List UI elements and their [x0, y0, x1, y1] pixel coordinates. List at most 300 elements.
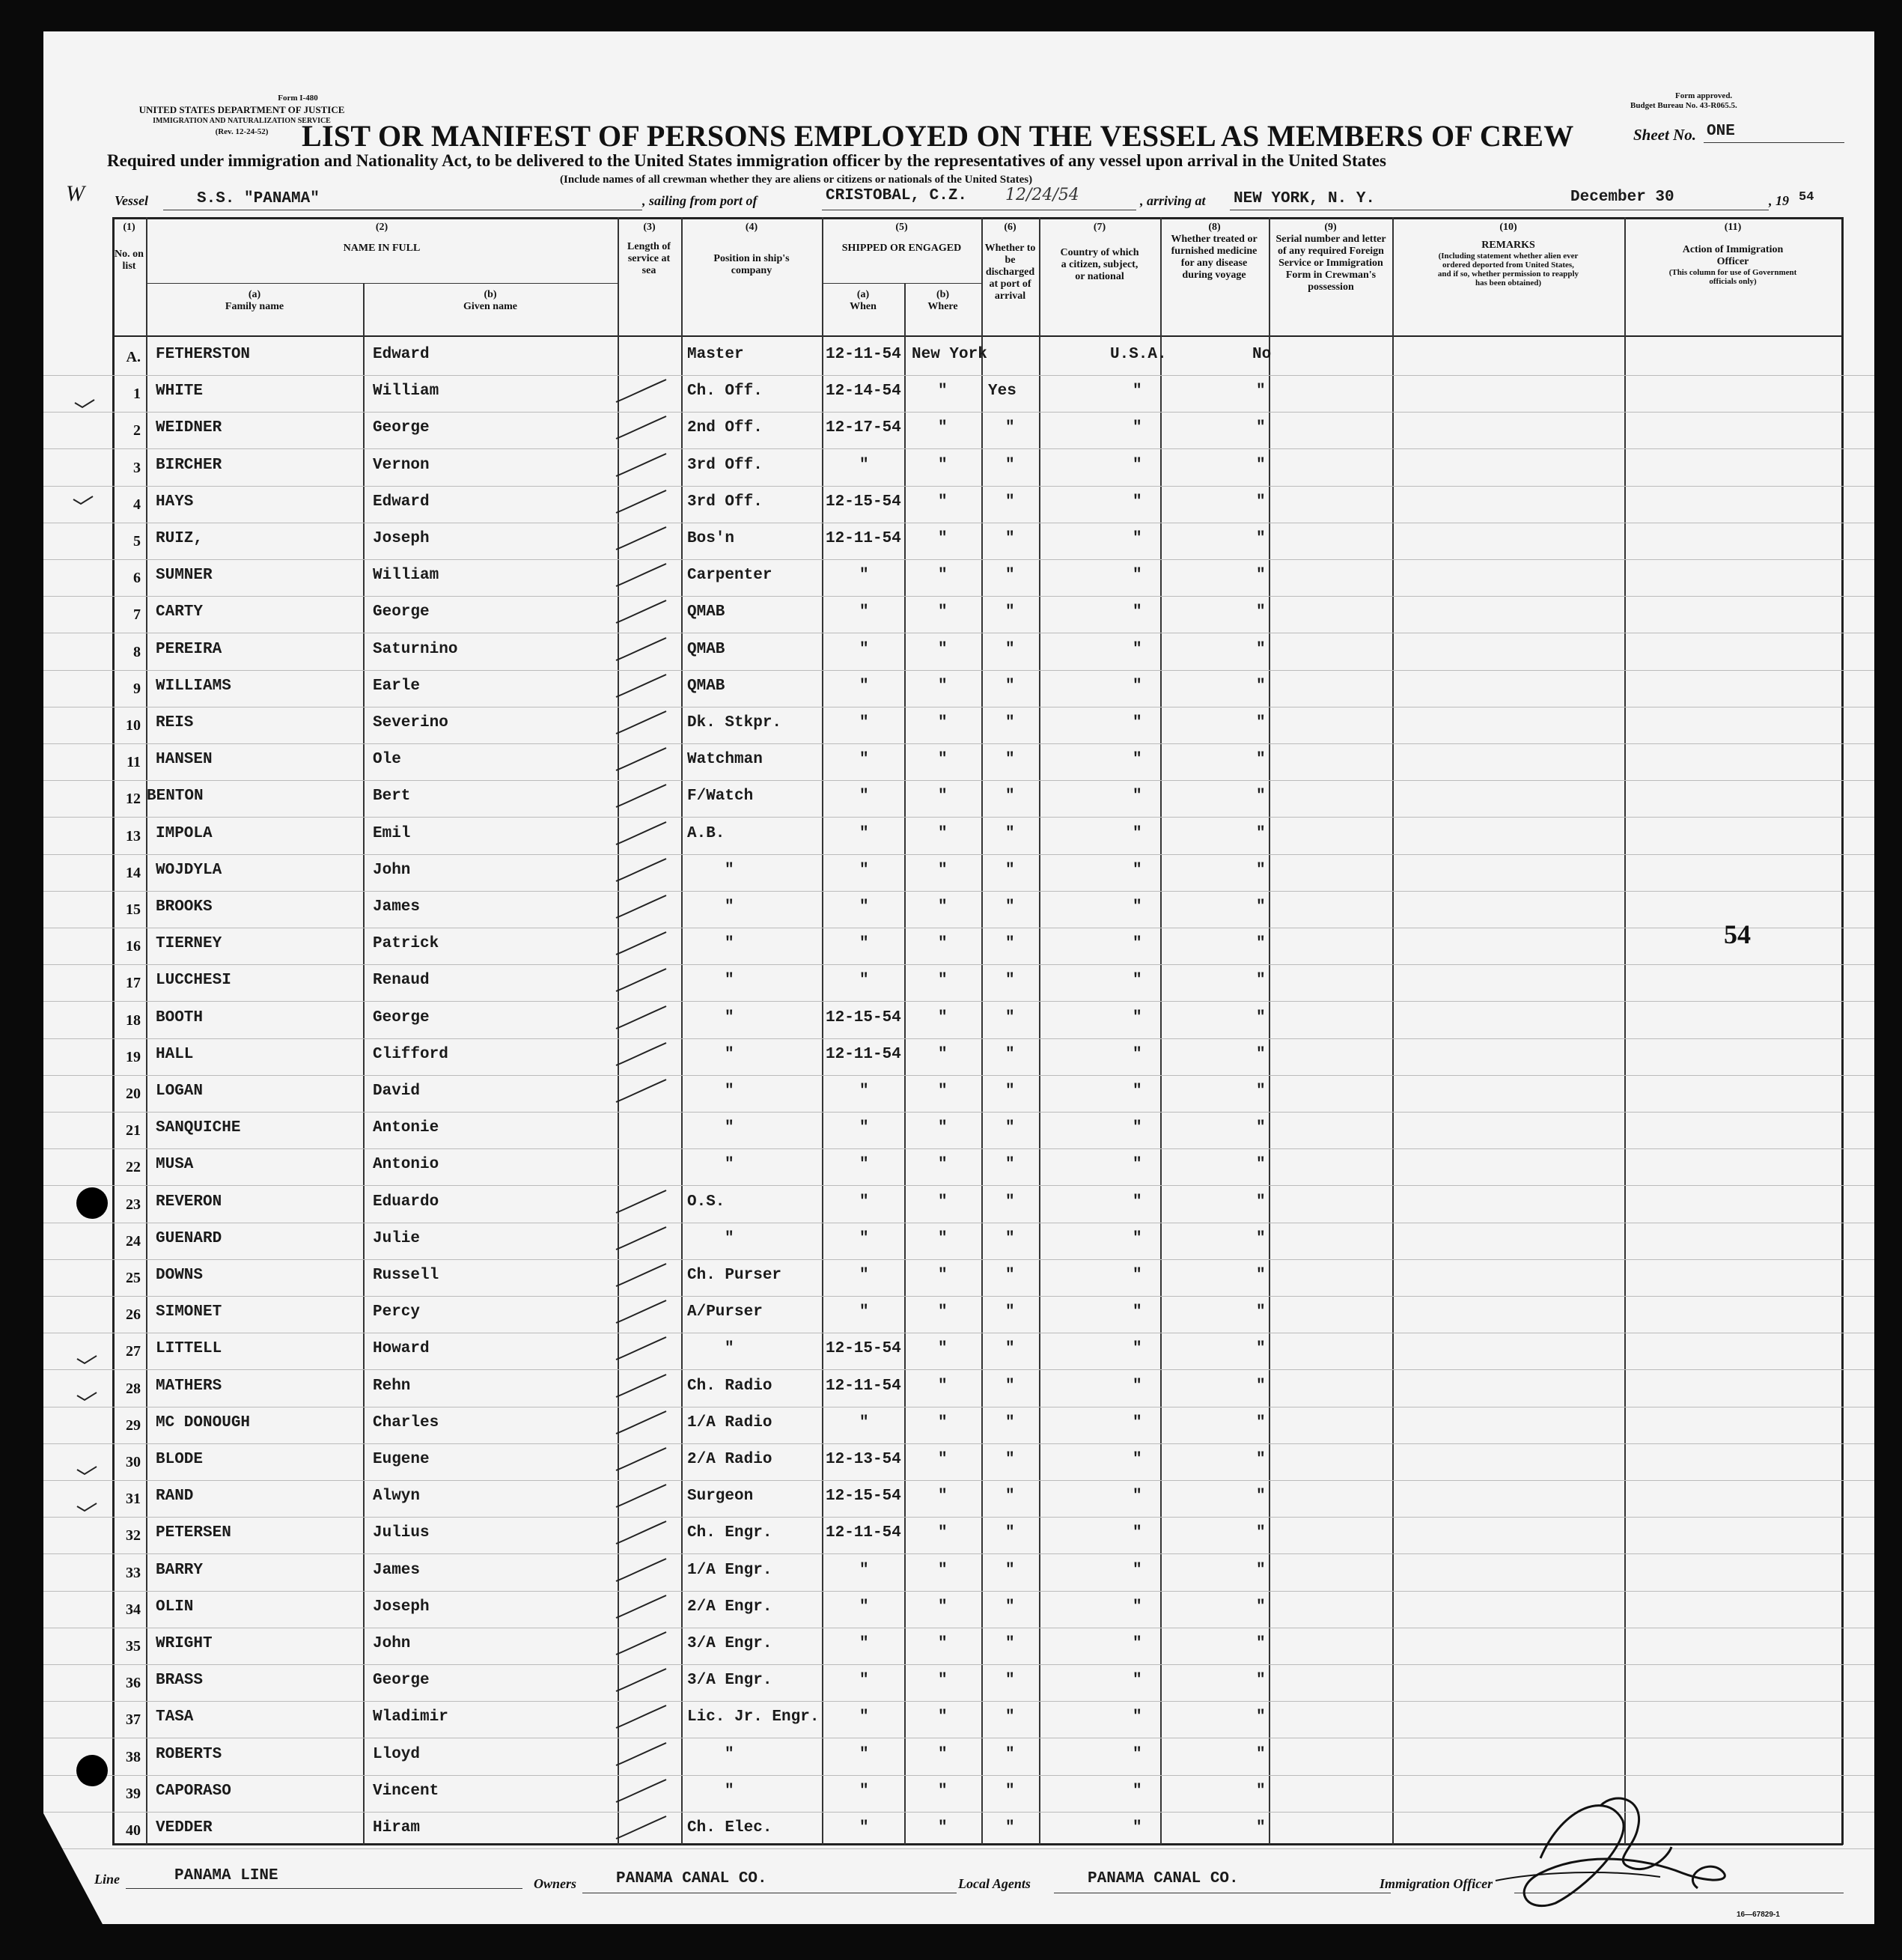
family-name-cell: ROBERTS — [156, 1746, 222, 1763]
discharge-cell: " — [1005, 1267, 1015, 1284]
shipped-where-cell: " — [938, 1451, 948, 1468]
checkmark — [616, 969, 666, 991]
shipped-where-cell: " — [938, 788, 948, 805]
given-name-cell: Lloyd — [373, 1746, 421, 1763]
family-name-cell: LUCCHESI — [156, 972, 231, 989]
country-cell: " — [1133, 1783, 1142, 1800]
shipped-when-cell: " — [859, 1598, 869, 1616]
shipped-when-cell: 12-13-54 — [826, 1451, 901, 1468]
family-name-cell: CARTY — [156, 603, 204, 621]
family-name-cell: WOJDYLA — [156, 862, 222, 879]
given-name-cell: Rehn — [373, 1378, 411, 1395]
discharge-cell: " — [1005, 1340, 1015, 1357]
row-number: 11 — [127, 754, 141, 770]
family-name-cell: DOWNS — [156, 1267, 204, 1284]
discharge-cell: " — [1005, 678, 1015, 695]
treated-cell: " — [1256, 1009, 1266, 1026]
position-cell: 3/A Engr. — [687, 1635, 772, 1652]
given-name-cell: Earle — [373, 678, 421, 695]
position-cell: " — [725, 1119, 734, 1136]
checkmark — [616, 1669, 666, 1691]
row-number: 15 — [126, 901, 141, 918]
treated-cell: " — [1256, 567, 1266, 584]
row-number: A. — [126, 349, 141, 365]
country-cell: " — [1133, 1746, 1142, 1763]
row-rule — [43, 375, 1874, 376]
given-name-cell: George — [373, 603, 430, 621]
row-number: 9 — [133, 681, 141, 697]
checkmark — [616, 1337, 666, 1360]
discharge-cell: " — [1005, 1635, 1015, 1652]
family-name-cell: BENTON — [147, 788, 204, 805]
discharge-cell: " — [1005, 1378, 1015, 1395]
row-rule — [43, 743, 1874, 744]
shipped-when-cell: " — [859, 714, 869, 731]
checkmark — [616, 1006, 666, 1029]
checkmark — [616, 1264, 666, 1286]
row-rule — [43, 891, 1874, 892]
row-rule — [43, 817, 1874, 818]
row-rule — [43, 1296, 1874, 1297]
given-name-cell: Patrick — [373, 935, 439, 952]
discharge-cell: " — [1005, 457, 1015, 474]
row-rule — [43, 1664, 1874, 1665]
shipped-where-cell: " — [938, 567, 948, 584]
shipped-when-cell: " — [859, 1783, 869, 1800]
given-name-cell: Antonie — [373, 1119, 439, 1136]
family-name-cell: PEREIRA — [156, 641, 222, 658]
shipped-when-cell: 12-11-54 — [826, 530, 901, 547]
treated-cell: " — [1256, 457, 1266, 474]
position-cell: F/Watch — [687, 788, 754, 805]
row-number: 27 — [126, 1343, 141, 1360]
row-number: 37 — [126, 1711, 141, 1728]
shipped-when-cell: " — [859, 825, 869, 842]
row-rule — [43, 559, 1874, 560]
family-name-cell: WRIGHT — [156, 1635, 213, 1652]
row-number: 2 — [133, 422, 141, 439]
discharge-cell: " — [1005, 1046, 1015, 1063]
col2-header: (2) NAME IN FULL — [343, 222, 421, 254]
row-number: 4 — [133, 496, 141, 513]
discharge-cell: " — [1005, 1783, 1015, 1800]
officer-label: Immigration Officer — [1380, 1876, 1493, 1891]
row-number: 31 — [126, 1491, 141, 1507]
country-cell: " — [1133, 530, 1142, 547]
shipped-when-cell: 12-11-54 — [826, 1524, 901, 1541]
country-cell: " — [1133, 1046, 1142, 1063]
position-cell: " — [725, 898, 734, 916]
discharge-cell: " — [1005, 1708, 1015, 1726]
treated-cell: " — [1256, 862, 1266, 879]
row-rule — [43, 1038, 1874, 1039]
given-name-cell: Julie — [373, 1230, 421, 1247]
row-rule — [43, 448, 1874, 449]
position-cell: 2/A Engr. — [687, 1598, 772, 1616]
shipped-when-cell: " — [859, 1156, 869, 1173]
family-name-cell: BROOKS — [156, 898, 213, 916]
treated-cell: " — [1256, 1083, 1266, 1100]
family-name-cell: BOOTH — [156, 1009, 204, 1026]
treated-cell: " — [1256, 1672, 1266, 1689]
checkmark — [616, 1080, 666, 1102]
treated-cell: " — [1256, 972, 1266, 989]
family-name-cell: BRASS — [156, 1672, 204, 1689]
row-number: 28 — [126, 1381, 141, 1397]
margin-tick-marks — [43, 31, 148, 1903]
row-rule — [43, 1701, 1874, 1702]
row-number: 12 — [126, 791, 141, 807]
handwritten-total: 54 — [1724, 919, 1751, 949]
country-cell: " — [1133, 751, 1142, 768]
discharge-cell: " — [1005, 1193, 1015, 1211]
row-number: 5 — [133, 533, 141, 550]
checkmark — [616, 380, 666, 402]
row-rule — [43, 412, 1874, 413]
discharge-cell: " — [1005, 1488, 1015, 1505]
given-name-cell: Joseph — [373, 530, 430, 547]
checkmark — [616, 675, 666, 697]
country-cell: " — [1133, 972, 1142, 989]
row-rule — [43, 1185, 1874, 1186]
shipped-where-cell: " — [938, 1746, 948, 1763]
shipped-where-cell: " — [938, 862, 948, 879]
departure-port: CRISTOBAL, C.Z. — [826, 187, 968, 204]
shipped-when-cell: " — [859, 678, 869, 695]
row-number: 33 — [126, 1565, 141, 1581]
shipped-where-cell: " — [938, 1672, 948, 1689]
country-cell: " — [1133, 1524, 1142, 1541]
family-name-cell: MATHERS — [156, 1378, 222, 1395]
discharge-cell: " — [1005, 493, 1015, 511]
given-name-cell: Antonio — [373, 1156, 439, 1173]
treated-cell: " — [1256, 383, 1266, 400]
row-number: 16 — [126, 938, 141, 955]
shipped-when-cell: " — [859, 1414, 869, 1431]
family-name-cell: MUSA — [156, 1156, 194, 1173]
checkmark — [616, 1043, 666, 1065]
country-cell: " — [1133, 493, 1142, 511]
handwritten-sail-date: 12/24/54 — [1005, 186, 1079, 204]
family-name-cell: TASA — [156, 1708, 194, 1726]
family-name-cell: WILLIAMS — [156, 678, 231, 695]
position-cell: A.B. — [687, 825, 725, 842]
family-name-cell: LOGAN — [156, 1083, 204, 1100]
row-rule — [43, 1369, 1874, 1370]
position-cell: QMAB — [687, 641, 725, 658]
shipped-where-cell: " — [938, 1378, 948, 1395]
checkmark — [616, 1375, 666, 1397]
shipped-where-cell: " — [938, 678, 948, 695]
position-cell: 1/A Engr. — [687, 1562, 772, 1579]
line-label: Line — [94, 1872, 120, 1887]
position-cell: 1/A Radio — [687, 1414, 772, 1431]
position-cell: " — [725, 972, 734, 989]
family-name-cell: MC DONOUGH — [156, 1414, 251, 1431]
given-name-cell: Howard — [373, 1340, 430, 1357]
given-name-cell: John — [373, 862, 411, 879]
shipped-when-cell: " — [859, 641, 869, 658]
shipped-where-cell: " — [938, 1819, 948, 1836]
treated-cell: " — [1256, 1046, 1266, 1063]
position-cell: Ch. Off. — [687, 383, 763, 400]
treated-cell: " — [1256, 1746, 1266, 1763]
family-name-cell: OLIN — [156, 1598, 194, 1616]
country-cell: " — [1133, 1340, 1142, 1357]
shipped-where-cell: " — [938, 603, 948, 621]
shipped-when-cell: 12-11-54 — [826, 1378, 901, 1395]
country-cell: U.S.A. — [1110, 346, 1167, 363]
position-cell: Master — [687, 346, 744, 363]
row-rule — [43, 486, 1874, 487]
position-cell: " — [725, 935, 734, 952]
shipped-where-cell: " — [938, 1303, 948, 1321]
treated-cell: " — [1256, 1524, 1266, 1541]
shipped-when-cell: " — [859, 1819, 869, 1836]
approved-line2: Budget Bureau No. 43-R065.5. — [1630, 101, 1737, 110]
family-name-cell: IMPOLA — [156, 825, 213, 842]
vessel-label: Vessel — [115, 193, 148, 208]
given-name-cell: Alwyn — [373, 1488, 421, 1505]
treated-cell: " — [1256, 898, 1266, 916]
row-number: 40 — [126, 1822, 141, 1839]
given-name-cell: Charles — [373, 1414, 439, 1431]
given-name-cell: David — [373, 1083, 421, 1100]
shipped-when-cell: 12-14-54 — [826, 383, 901, 400]
checkmark — [616, 1780, 666, 1802]
checkmark — [616, 859, 666, 881]
discharge-cell: Yes — [988, 383, 1016, 400]
shipped-where-cell: " — [938, 493, 948, 511]
discharge-cell: " — [1005, 1083, 1015, 1100]
country-cell: " — [1133, 1451, 1142, 1468]
country-cell: " — [1133, 898, 1142, 916]
checkmark — [616, 1411, 666, 1434]
position-cell: " — [725, 862, 734, 879]
row-number: 34 — [126, 1601, 141, 1618]
family-name-cell: REVERON — [156, 1193, 222, 1211]
given-name-cell: William — [373, 383, 439, 400]
row-rule — [43, 780, 1874, 781]
shipped-where-cell: " — [938, 825, 948, 842]
country-cell: " — [1133, 1009, 1142, 1026]
checkmark — [616, 564, 666, 586]
family-name-cell: HAYS — [156, 493, 194, 511]
shipped-where-cell: " — [938, 1119, 948, 1136]
col3-header: (3) Length of service at sea — [627, 222, 671, 276]
treated-cell: " — [1256, 1267, 1266, 1284]
row-number: 29 — [126, 1417, 141, 1434]
shipped-when-cell: " — [859, 935, 869, 952]
treated-cell: " — [1256, 1562, 1266, 1579]
checkmark — [616, 1705, 666, 1728]
shipped-where-cell: " — [938, 1635, 948, 1652]
page-corner-cut — [43, 1813, 103, 1924]
discharge-cell: " — [1005, 972, 1015, 989]
service-checkmarks — [597, 346, 687, 1843]
country-cell: " — [1133, 603, 1142, 621]
row-number: 36 — [126, 1675, 141, 1691]
family-name-cell: RAND — [156, 1488, 194, 1505]
shipped-when-cell: " — [859, 751, 869, 768]
position-cell: Ch. Engr. — [687, 1524, 772, 1541]
position-cell: Bos'n — [687, 530, 735, 547]
treated-cell: " — [1256, 751, 1266, 768]
row-number: 19 — [126, 1049, 141, 1065]
family-name-cell: SANQUICHE — [156, 1119, 241, 1136]
shipped-where-cell: " — [938, 1156, 948, 1173]
manifest-sheet — [43, 31, 1874, 1924]
shipped-when-cell: " — [859, 1708, 869, 1726]
country-cell: " — [1133, 1635, 1142, 1652]
shipped-where-cell: " — [938, 935, 948, 952]
treated-cell: " — [1256, 1193, 1266, 1211]
shipped-when-cell: " — [859, 862, 869, 879]
shipped-where-cell: " — [938, 1340, 948, 1357]
treated-cell: " — [1256, 1451, 1266, 1468]
family-name-cell: WHITE — [156, 383, 204, 400]
family-name-cell: GUENARD — [156, 1230, 222, 1247]
given-name-cell: Vernon — [373, 457, 430, 474]
family-name-cell: VEDDER — [156, 1819, 213, 1836]
col7-header: (7) Country of which a citizen, subject, or national — [1060, 222, 1139, 282]
given-name-cell: Hiram — [373, 1819, 421, 1836]
shipped-when-cell: " — [859, 972, 869, 989]
position-cell: A/Purser — [687, 1303, 763, 1321]
shipped-where-cell: " — [938, 714, 948, 731]
checkmark — [616, 748, 666, 770]
row-number: 39 — [126, 1786, 141, 1802]
treated-cell: " — [1256, 1488, 1266, 1505]
discharge-cell: " — [1005, 567, 1015, 584]
col11-header: (11) Action of Immigration Officer (This column for use of Government officials only) — [1668, 222, 1797, 286]
treated-cell: " — [1256, 419, 1266, 436]
row-rule — [43, 596, 1874, 597]
given-name-cell: John — [373, 1635, 411, 1652]
shipped-where-cell: " — [938, 1708, 948, 1726]
country-cell: " — [1133, 788, 1142, 805]
shipped-when-cell: " — [859, 603, 869, 621]
shipped-when-cell: 12-11-54 — [826, 1046, 901, 1063]
print-code: 16—67829-1 — [1737, 1911, 1780, 1919]
col2a-header: (a) Family name — [225, 289, 284, 312]
shipped-where-cell: " — [938, 972, 948, 989]
given-name-cell: Edward — [373, 493, 430, 511]
shipped-where-cell: " — [938, 1598, 948, 1616]
row-number: 32 — [126, 1527, 141, 1544]
country-cell: " — [1133, 1156, 1142, 1173]
approved-line1: Form approved. — [1675, 91, 1733, 100]
family-name-cell: BLODE — [156, 1451, 204, 1468]
form-note: (Include names of all crewman whether they are aliens or citizens or nationals of the United States) — [560, 174, 1033, 186]
checkmark — [616, 1559, 666, 1581]
discharge-cell: " — [1005, 603, 1015, 621]
discharge-cell: " — [1005, 1524, 1015, 1541]
position-cell: Carpenter — [687, 567, 772, 584]
shipped-when-cell: " — [859, 1562, 869, 1579]
checkmark — [616, 1521, 666, 1544]
row-number: 3 — [133, 460, 141, 476]
row-number: 22 — [126, 1159, 141, 1175]
discharge-cell: " — [1005, 1303, 1015, 1321]
line-value: PANAMA LINE — [174, 1867, 278, 1884]
treated-cell: " — [1256, 1156, 1266, 1173]
given-name-cell: Bert — [373, 788, 411, 805]
country-cell: " — [1133, 678, 1142, 695]
col10-header: (10) REMARKS (Including statement whether alien ever ordered deported from United States, and if so, whether permission to reapply has been obtained) — [1437, 222, 1579, 287]
treated-cell: " — [1256, 678, 1266, 695]
discharge-cell: " — [1005, 1562, 1015, 1579]
shipped-where-cell: " — [938, 1267, 948, 1284]
country-cell: " — [1133, 1598, 1142, 1616]
shipped-when-cell: 12-11-54 — [826, 346, 901, 363]
checkmark — [616, 711, 666, 734]
checkmark — [616, 932, 666, 955]
row-number: 8 — [133, 644, 141, 660]
row-rule — [43, 670, 1874, 671]
treated-cell: " — [1256, 1230, 1266, 1247]
shipped-where-cell: " — [938, 1524, 948, 1541]
checkmark — [616, 1190, 666, 1213]
shipped-where-cell: " — [938, 1230, 948, 1247]
given-name-cell: Saturnino — [373, 641, 458, 658]
given-name-cell: Joseph — [373, 1598, 430, 1616]
shipped-where-cell: " — [938, 1562, 948, 1579]
row-number: 20 — [126, 1086, 141, 1102]
row-number: 23 — [126, 1196, 141, 1213]
year-label: , 19 — [1769, 193, 1789, 208]
checkmark — [616, 1743, 666, 1765]
discharge-cell: " — [1005, 419, 1015, 436]
country-cell: " — [1133, 825, 1142, 842]
shipped-where-cell: " — [938, 457, 948, 474]
treated-cell: " — [1256, 1819, 1266, 1836]
row-number: 30 — [126, 1454, 141, 1470]
row-rule — [43, 1075, 1874, 1076]
shipped-when-cell: " — [859, 1119, 869, 1136]
row-rule — [43, 1001, 1874, 1002]
given-name-cell: Renaud — [373, 972, 430, 989]
row-rule — [43, 1259, 1874, 1260]
shipped-when-cell: " — [859, 1193, 869, 1211]
country-cell: " — [1133, 1119, 1142, 1136]
discharge-cell: " — [1005, 862, 1015, 879]
discharge-cell: " — [1005, 1230, 1015, 1247]
shipped-where-cell: " — [938, 1193, 948, 1211]
given-name-cell: William — [373, 567, 439, 584]
row-number: 7 — [133, 606, 141, 623]
family-name-cell: REIS — [156, 714, 194, 731]
row-rule — [43, 964, 1874, 965]
punch-hole-top — [76, 1187, 108, 1219]
col9-header: (9) Serial number and letter of any required Foreign Service or Immigration Form in Crewman's possession — [1275, 222, 1386, 293]
col6-header: (6) Whether to be discharged at port of arrival — [984, 222, 1036, 302]
shipped-when-cell: 12-15-54 — [826, 1488, 901, 1505]
shipped-where-cell: " — [938, 383, 948, 400]
col2b-header: (b) Given name — [463, 289, 517, 312]
treated-cell: " — [1256, 1414, 1266, 1431]
family-name-cell: WEIDNER — [156, 419, 222, 436]
position-cell: 3/A Engr. — [687, 1672, 772, 1689]
given-name-cell: George — [373, 1672, 430, 1689]
country-cell: " — [1133, 457, 1142, 474]
agents-label: Local Agents — [958, 1876, 1031, 1891]
treated-cell: " — [1256, 641, 1266, 658]
revision: (Rev. 12-24-52) — [215, 127, 269, 136]
checkmark — [616, 1485, 666, 1507]
sailing-label: , sailing from port of — [642, 193, 758, 208]
shipped-when-cell: " — [859, 457, 869, 474]
